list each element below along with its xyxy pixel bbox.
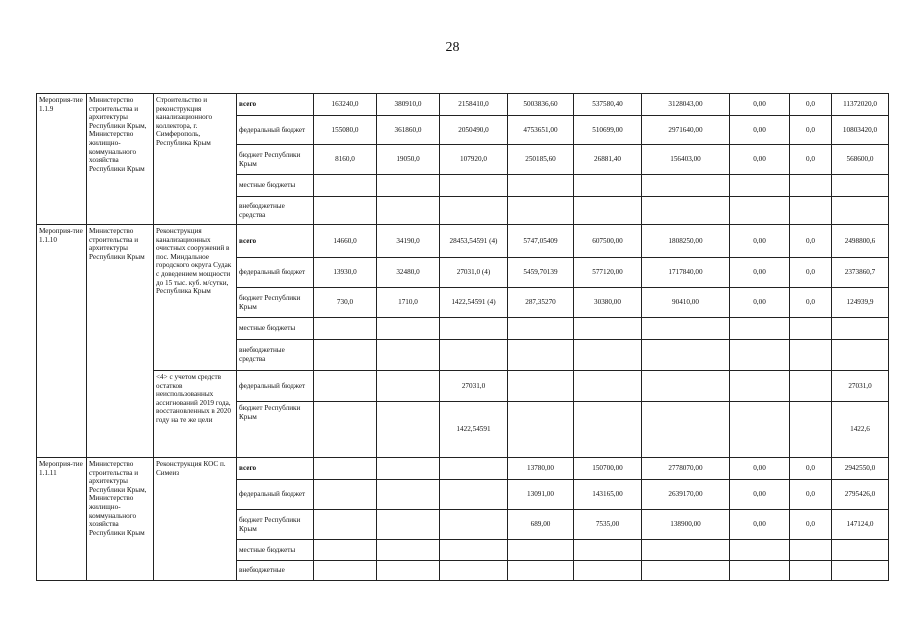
value-cell: 13930,0 (314, 258, 377, 288)
value-cell: 147124,0 (832, 510, 889, 540)
value-cell: 10803420,0 (832, 116, 889, 145)
value-cell: 155080,0 (314, 116, 377, 145)
value-cell: 2795426,0 (832, 480, 889, 510)
value-cell: 287,35270 (508, 288, 574, 318)
value-cell: 0,00 (730, 258, 790, 288)
value-cell: 250185,60 (508, 145, 574, 175)
value-cell: 1422,6 (832, 402, 889, 458)
value-cell: 163240,0 (314, 94, 377, 116)
source-cell: внебюджетные (237, 561, 314, 581)
value-cell: 0,00 (730, 458, 790, 480)
source-cell: федеральный бюджет (237, 480, 314, 510)
value-cell: 0,00 (730, 288, 790, 318)
value-cell: 14660,0 (314, 225, 377, 258)
value-cell: 4753651,00 (508, 116, 574, 145)
source-cell: бюджет Республики Крым (237, 145, 314, 175)
value-cell: 7535,00 (574, 510, 642, 540)
executor-cell: Министерство строительства и архитектуры Республики Крым, Министерство жилищно-коммунального хозяйства Республики Крым (87, 94, 154, 225)
value-cell: 2498800,6 (832, 225, 889, 258)
value-cell: 0,0 (790, 94, 832, 116)
value-cell: 156403,00 (642, 145, 730, 175)
value-cell: 2639170,00 (642, 480, 730, 510)
value-cell: 32480,0 (377, 258, 440, 288)
table-row (37, 94, 889, 116)
value-cell: 1717840,00 (642, 258, 730, 288)
value-cell: 1422,54591 (440, 402, 508, 458)
value-cell: 689,00 (508, 510, 574, 540)
value-cell: 0,00 (730, 480, 790, 510)
event-cell: Мероприя-тие 1.1.11 (37, 458, 87, 581)
description-cell: Строительство и реконструкция канализационного коллектора, г. Симферополь, Республика Крым (154, 94, 237, 225)
value-cell: 3128043,00 (642, 94, 730, 116)
source-cell: местные бюджеты (237, 175, 314, 197)
page-number: 28 (445, 40, 460, 55)
value-cell: 13091,00 (508, 480, 574, 510)
value-cell: 0,0 (790, 458, 832, 480)
source-cell: внебюджетные средства (237, 340, 314, 371)
value-cell: 730,0 (314, 288, 377, 318)
value-cell: 2971640,00 (642, 116, 730, 145)
value-cell: 0,0 (790, 145, 832, 175)
event-cell: Мероприя-тие 1.1.10 (37, 225, 87, 458)
budget-table (36, 93, 889, 581)
value-cell: 2373860,7 (832, 258, 889, 288)
note-cell: <4> с учетом средств остатков неиспользованных ассигнований 2019 года, восстановленных в 2020 году на те же цели (154, 371, 237, 458)
value-cell: 0,0 (790, 116, 832, 145)
value-cell: 577120,00 (574, 258, 642, 288)
value-cell: 2942550,0 (832, 458, 889, 480)
description-cell: Реконструкция КОС п. Симеиз (154, 458, 237, 581)
value-cell: 380910,0 (377, 94, 440, 116)
value-cell: 13780,00 (508, 458, 574, 480)
executor-cell: Министерство строительства и архитектуры Республики Крым, Министерство жилищно-коммунального хозяйства Республики Крым (87, 458, 154, 581)
value-cell: 150700,00 (574, 458, 642, 480)
value-cell: 1422,54591 (4) (440, 288, 508, 318)
source-cell: федеральный бюджет (237, 116, 314, 145)
value-cell: 27031,0 (4) (440, 258, 508, 288)
value-cell: 0,00 (730, 510, 790, 540)
value-cell: 27031,0 (832, 371, 889, 402)
value-cell: 361860,0 (377, 116, 440, 145)
value-cell: 2778070,00 (642, 458, 730, 480)
value-cell: 27031,0 (440, 371, 508, 402)
value-cell: 510699,00 (574, 116, 642, 145)
value-cell: 19050,0 (377, 145, 440, 175)
table-row (37, 458, 889, 480)
value-cell: 1808250,00 (642, 225, 730, 258)
source-cell: внебюджетные средства (237, 197, 314, 225)
value-cell: 143165,00 (574, 480, 642, 510)
value-cell: 5747,05409 (508, 225, 574, 258)
value-cell: 28453,54591 (4) (440, 225, 508, 258)
source-cell: всего (237, 225, 314, 258)
source-cell: всего (237, 458, 314, 480)
source-cell: местные бюджеты (237, 318, 314, 340)
value-cell: 0,00 (730, 116, 790, 145)
source-cell: всего (237, 94, 314, 116)
source-cell: бюджет Республики Крым (237, 510, 314, 540)
value-cell: 5003836,60 (508, 94, 574, 116)
description-cell: Реконструкция канализационных очистных сооружений в пос. Миндальное городского округа Судак с доведением мощности до 15 тыс. куб. м/сутки, Республика Крым (154, 225, 237, 371)
value-cell: 8160,0 (314, 145, 377, 175)
value-cell: 5459,70139 (508, 258, 574, 288)
value-cell: 568600,0 (832, 145, 889, 175)
source-cell: федеральный бюджет (237, 371, 314, 402)
value-cell: 2050490,0 (440, 116, 508, 145)
value-cell: 26881,40 (574, 145, 642, 175)
value-cell: 11372020,0 (832, 94, 889, 116)
source-cell: федеральный бюджет (237, 258, 314, 288)
value-cell: 0,0 (790, 510, 832, 540)
value-cell: 0,0 (790, 288, 832, 318)
value-cell: 0,00 (730, 145, 790, 175)
value-cell: 2158410,0 (440, 94, 508, 116)
table-row (37, 371, 889, 402)
value-cell: 607500,00 (574, 225, 642, 258)
table-row (37, 225, 889, 258)
value-cell: 0,0 (790, 258, 832, 288)
value-cell: 1710,0 (377, 288, 440, 318)
event-cell: Мероприя-тие 1.1.9 (37, 94, 87, 225)
executor-cell: Министерство строительства и архитектуры Республики Крым (87, 225, 154, 458)
value-cell: 0,00 (730, 94, 790, 116)
source-cell: местные бюджеты (237, 540, 314, 561)
value-cell: 138900,00 (642, 510, 730, 540)
value-cell: 0,0 (790, 480, 832, 510)
source-cell: бюджет Республики Крым (237, 402, 314, 458)
value-cell: 90410,00 (642, 288, 730, 318)
value-cell: 107920,0 (440, 145, 508, 175)
value-cell: 0,0 (790, 225, 832, 258)
value-cell: 30380,00 (574, 288, 642, 318)
value-cell: 537580,40 (574, 94, 642, 116)
value-cell: 124939,9 (832, 288, 889, 318)
value-cell: 0,00 (730, 225, 790, 258)
value-cell: 34190,0 (377, 225, 440, 258)
source-cell: бюджет Республики Крым (237, 288, 314, 318)
